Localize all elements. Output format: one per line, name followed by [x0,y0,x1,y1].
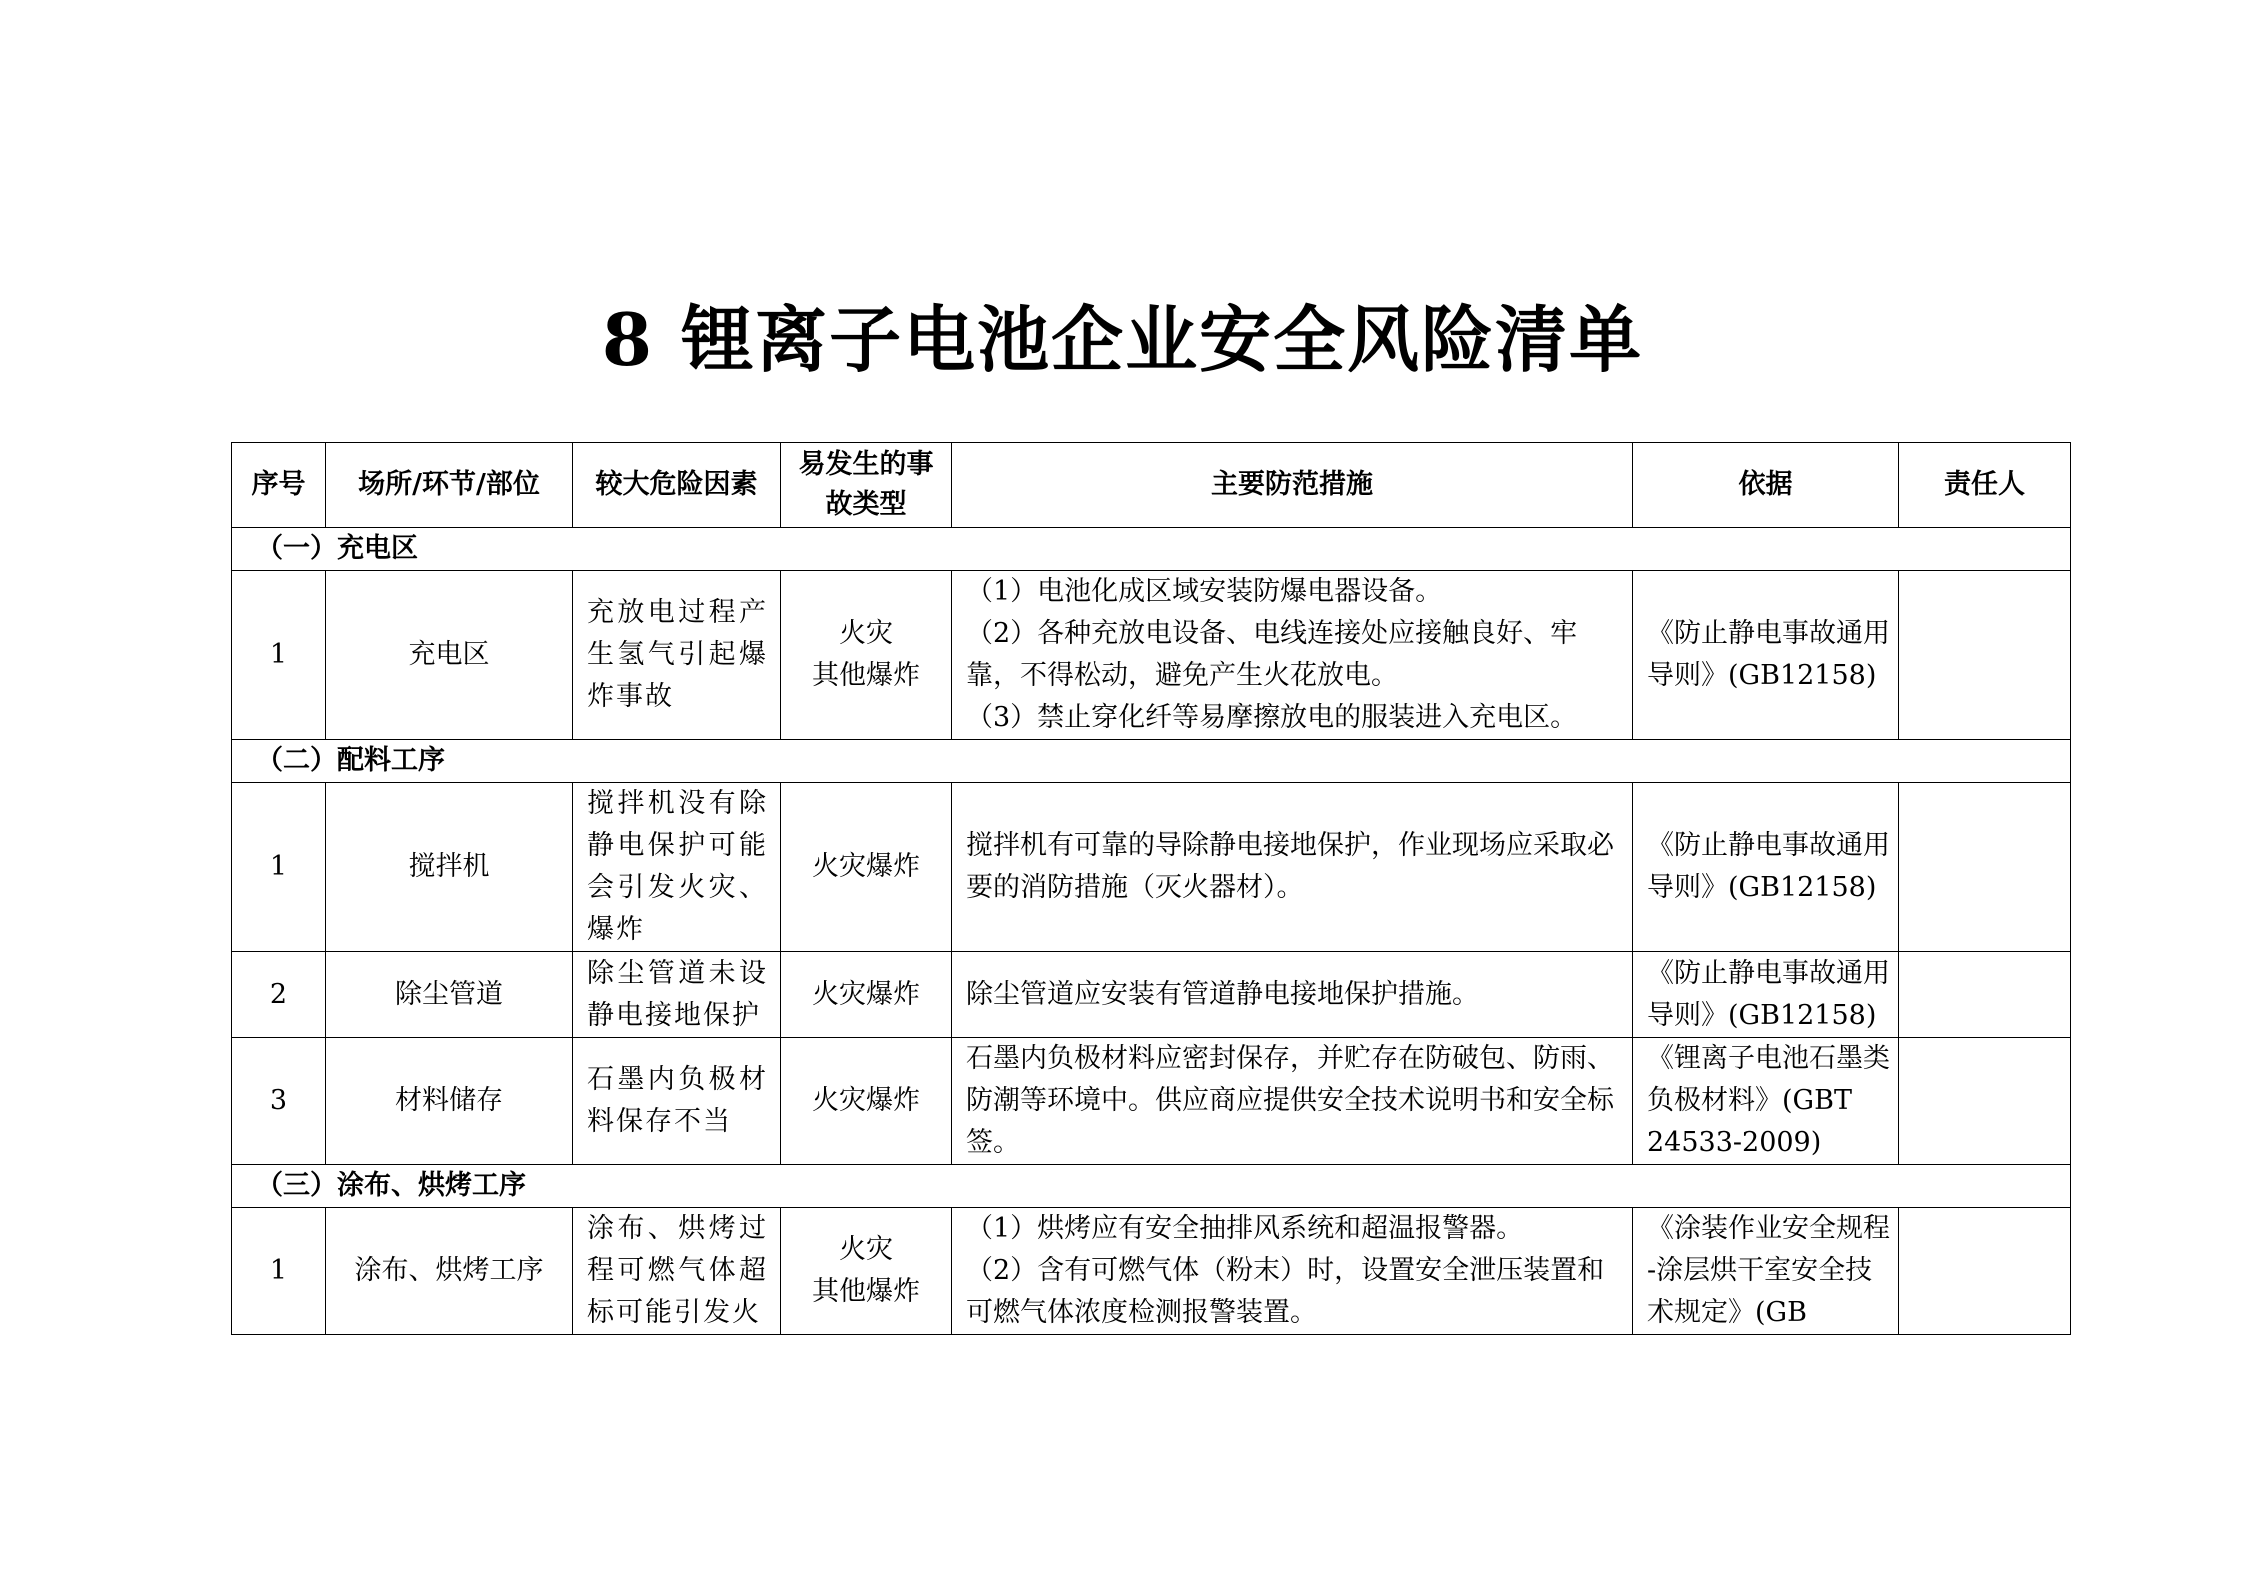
header-accident [781,443,952,528]
cell-owner [1899,571,2071,740]
cell-owner [1899,783,2071,952]
cell-owner [1899,952,2071,1038]
cell-basis: 《锂离子电池石墨类负极材料》(GBT 24533-2009) [1633,1038,1899,1165]
cell-accident: 火灾爆炸 [781,952,952,1038]
cell-measures: 石墨内负极材料应密封保存，并贮存在防破包、防雨、防潮等环境中。供应商应提供安全技术说明书和安全标签。 [952,1038,1633,1165]
cell-place: 充电区 [326,571,573,740]
cell-no: 1 [232,1208,326,1335]
cell-hazard: 石墨内负极材料保存不当 [573,1038,781,1165]
cell-measures [952,1208,1633,1335]
header-no: 序号 [232,443,326,528]
header-basis: 依据 [1633,443,1899,528]
section-row [232,740,2071,783]
cell-accident [781,571,952,740]
cell-measures: 除尘管道应安装有管道静电接地保护措施。 [952,952,1633,1038]
cell-accident: 火灾爆炸 [781,783,952,952]
cell-owner [1899,1038,2071,1165]
measure-line: （2）含有可燃气体（粉末）时，设置安全泄压装置和可燃气体浓度检测报警装置。 [966,1255,1605,1328]
header-owner: 责任人 [1899,443,2071,528]
cell-basis: 《防止静电事故通用导则》(GB12158) [1633,571,1899,740]
cell-no: 2 [232,952,326,1038]
measure-line: （1）电池化成区域安装防爆电器设备。 [966,576,1443,607]
header-place: 场所/环节/部位 [326,443,573,528]
header-measures: 主要防范措施 [952,443,1633,528]
cell-hazard: 充放电过程产生氢气引起爆炸事故 [573,571,781,740]
cell-hazard: 涂布、烘烤过程可燃气体超标可能引发火 [573,1208,781,1335]
cell-accident: 火灾爆炸 [781,1038,952,1165]
measure-line: （2）各种充放电设备、电线连接处应接触良好、牢靠，不得松动，避免产生火花放电。 [966,618,1578,691]
cell-basis: 《涂装作业安全规程 -涂层烘干室安全技术规定》(GB [1633,1208,1899,1335]
measure-line: （3）禁止穿化纤等易摩擦放电的服装进入充电区。 [966,702,1578,733]
section-title: （一）充电区 [232,528,2071,571]
section-title: （三）涂布、烘烤工序 [232,1165,2071,1208]
section-row [232,1165,2071,1208]
cell-no: 1 [232,571,326,740]
header-accident-line1: 易发生的事 [798,449,934,480]
accident-line: 其他爆炸 [812,1276,920,1307]
cell-no: 1 [232,783,326,952]
cell-basis: 《防止静电事故通用导则》(GB12158) [1633,783,1899,952]
cell-place: 材料储存 [326,1038,573,1165]
cell-place: 除尘管道 [326,952,573,1038]
table-row [232,571,2071,740]
section-row [232,528,2071,571]
cell-place: 搅拌机 [326,783,573,952]
measure-line: （1）烘烤应有安全抽排风系统和超温报警器。 [966,1213,1524,1244]
cell-basis: 《防止静电事故通用导则》(GB12158) [1633,952,1899,1038]
header-row [232,443,2071,528]
page-title: 8 锂离子电池企业安全风险清单 [601,297,1644,382]
risk-table [231,442,2071,1335]
header-hazard: 较大危险因素 [573,443,781,528]
cell-place: 涂布、烘烤工序 [326,1208,573,1335]
accident-line: 火灾 [839,618,893,649]
cell-measures [952,571,1633,740]
accident-line: 其他爆炸 [812,660,920,691]
accident-line: 火灾 [839,1234,893,1265]
cell-hazard: 除尘管道未设静电接地保护 [573,952,781,1038]
table-row [232,783,2071,952]
table-row [232,952,2071,1038]
cell-owner [1899,1208,2071,1335]
cell-accident [781,1208,952,1335]
section-title: （二）配料工序 [232,740,2071,783]
cell-measures: 搅拌机有可靠的导除静电接地保护，作业现场应采取必要的消防措施（灭火器材）。 [952,783,1633,952]
table-row [232,1038,2071,1165]
header-accident-line2: 故类型 [825,489,907,520]
cell-no: 3 [232,1038,326,1165]
table-row [232,1208,2071,1335]
cell-hazard: 搅拌机没有除静电保护可能会引发火灾、爆炸 [573,783,781,952]
